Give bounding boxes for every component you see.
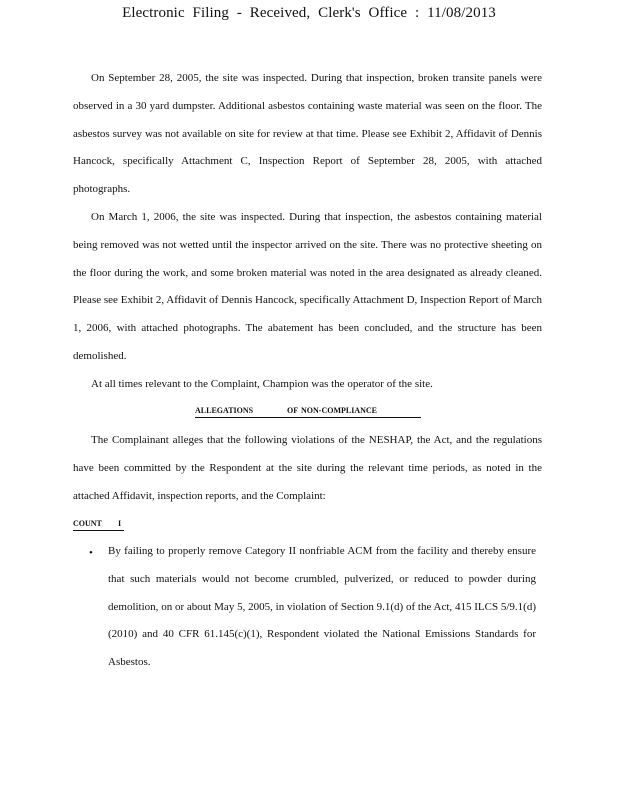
count-heading-number: I [118, 519, 122, 528]
bullet-item-violation: By failing to properly remove Category II nonfriable ACM from the facility and thereby ensure that such materials would not become crumbled, pulverized, or reduced to powder during demolition, on or about May 5, 2005, in violation of Section 9.1(d) of the Act, 415 ILCS 5/9.1(d)(2010) and 40 CFR 61.145(c)(1), Respondent violated the National Emissions Standards for Asbestos. [108, 545, 536, 669]
paragraph-operator: At all times relevant to the Complaint, Champion was the operator of the site. [91, 378, 433, 390]
allegations-heading-word: ALLEGATIONS [195, 406, 254, 415]
bullet-marker: • [89, 547, 93, 559]
paragraph-march-inspection: On March 1, 2006, the site was inspected. During that inspection, the asbestos containing material being removed was not wetted until the inspector arrived on the site. There was no protective sheeting on the floor during the work, and some broken material was noted in the area designated as already cleaned. Please see Exhibit 2, Affidavit of Dennis Hancock, specifically Attachment D, Inspection Report of March 1, 2006, with attached photographs. The abatement has been concluded, and the structure has been demolished. [73, 211, 542, 362]
allegations-heading [195, 405, 421, 418]
filing-stamp-header: Electronic Filing - Received, Clerk's Office : 11/08/2013 [122, 5, 496, 21]
paragraph-complainant-alleges: The Complainant alleges that the following violations of the NESHAP, the Act, and the regulations have been committed by the Respondent at the site during the relevant time periods, as noted in the attached Affidavit, inspection reports, and the Complaint: [73, 434, 542, 502]
count-heading [73, 518, 124, 531]
paragraph-september-inspection: On September 28, 2005, the site was inspected. During that inspection, broken transite panels were observed in a 30 yard dumpster. Additional asbestos containing waste material was seen on the floor. The asbestos survey was not available on site for review at that time. Please see Exhibit 2, Affidavit of Dennis Hancock, specifically Attachment C, Inspection Report of September 28, 2005, with attached photographs. [73, 72, 542, 196]
allegations-heading-noncompliance: NON-COMPLIANCE [301, 406, 377, 415]
allegations-heading-of: OF [287, 406, 299, 415]
count-heading-word: COUNT [73, 519, 102, 528]
